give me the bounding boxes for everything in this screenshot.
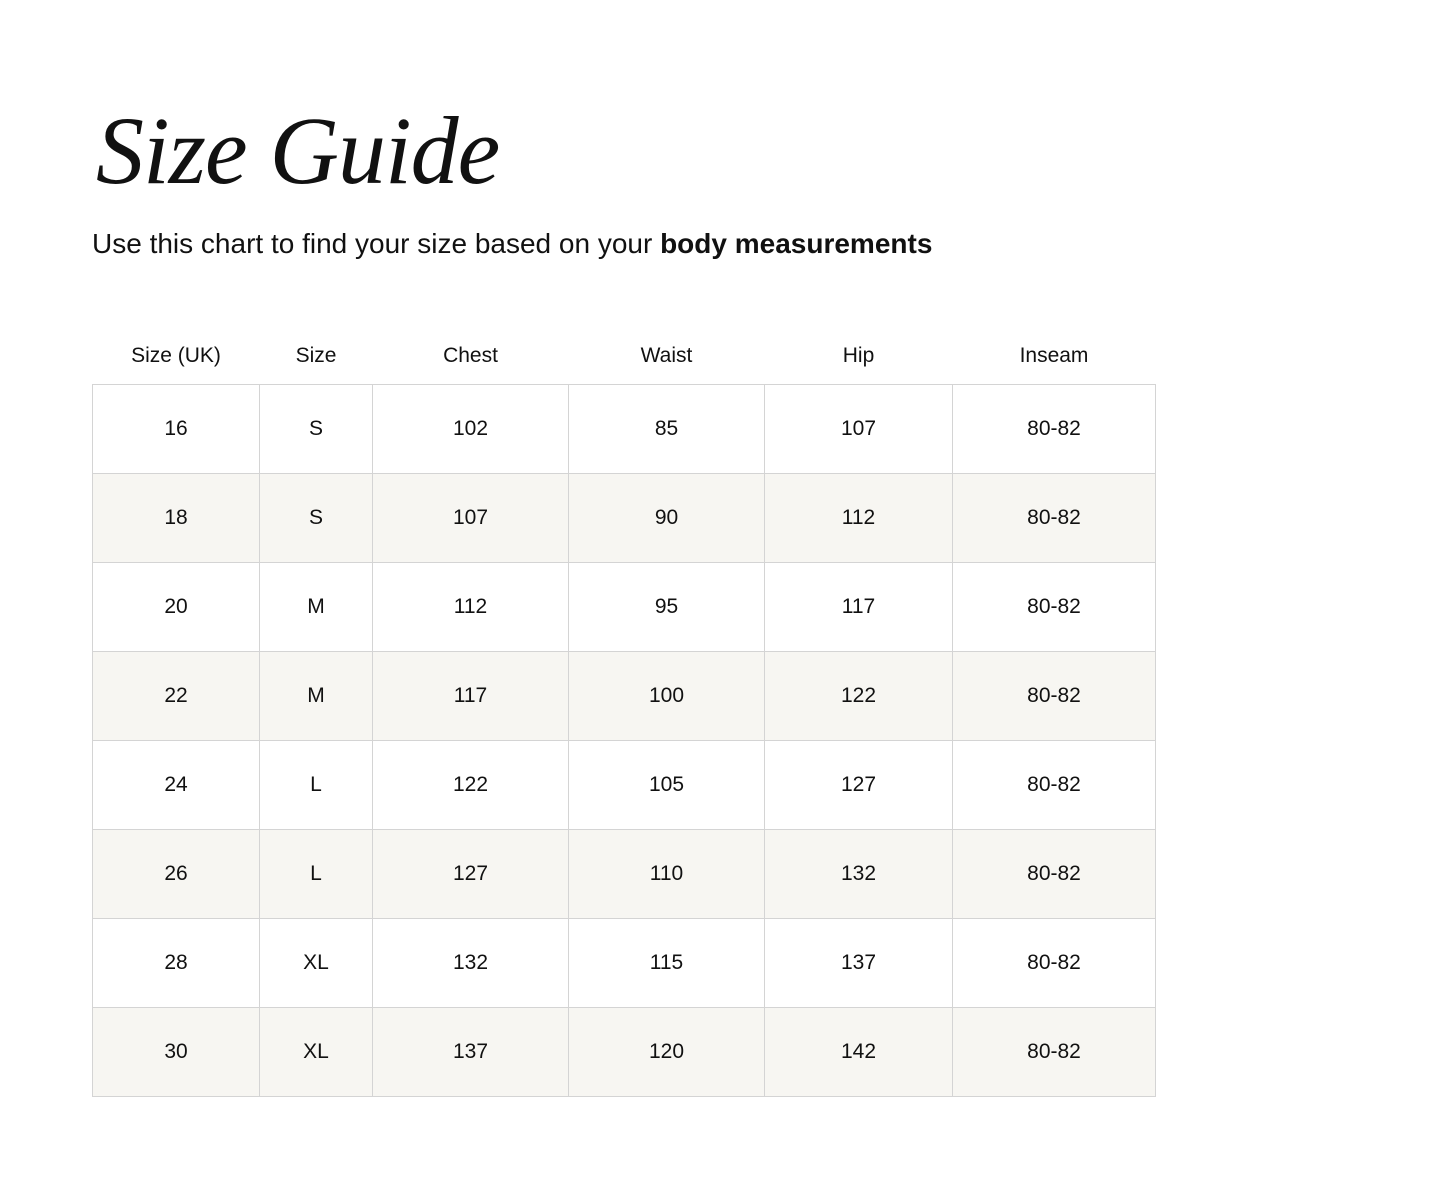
cell-hip: 127 [765,741,953,830]
table-row [93,474,1156,563]
cell-size-uk: 24 [93,741,260,830]
cell-waist: 90 [569,474,765,563]
header-inseam: Inseam [953,328,1156,385]
cell-inseam: 80-82 [953,563,1156,652]
cell-waist: 95 [569,563,765,652]
cell-size: M [260,652,373,741]
cell-chest: 127 [373,830,569,919]
cell-waist: 85 [569,385,765,474]
cell-inseam: 80-82 [953,919,1156,1008]
table-row [93,919,1156,1008]
cell-size: L [260,830,373,919]
header-size-uk: Size (UK) [93,328,260,385]
header-hip: Hip [765,328,953,385]
table-row [93,1008,1156,1097]
table-header-row [93,328,1156,385]
cell-size-uk: 28 [93,919,260,1008]
cell-hip: 112 [765,474,953,563]
cell-size-uk: 18 [93,474,260,563]
cell-chest: 112 [373,563,569,652]
subtitle-emphasis: body measurements [660,228,933,259]
table-row [93,563,1156,652]
page-subtitle [92,226,932,262]
cell-size: S [260,474,373,563]
cell-hip: 107 [765,385,953,474]
header-waist: Waist [569,328,765,385]
cell-hip: 122 [765,652,953,741]
cell-hip: 142 [765,1008,953,1097]
cell-size-uk: 26 [93,830,260,919]
cell-size: L [260,741,373,830]
cell-hip: 117 [765,563,953,652]
header-chest: Chest [373,328,569,385]
cell-waist: 120 [569,1008,765,1097]
cell-inseam: 80-82 [953,830,1156,919]
cell-inseam: 80-82 [953,741,1156,830]
cell-chest: 102 [373,385,569,474]
table-row [93,385,1156,474]
cell-size: XL [260,1008,373,1097]
cell-size: S [260,385,373,474]
cell-size-uk: 22 [93,652,260,741]
cell-size-uk: 30 [93,1008,260,1097]
cell-size: M [260,563,373,652]
cell-inseam: 80-82 [953,1008,1156,1097]
cell-chest: 132 [373,919,569,1008]
cell-hip: 132 [765,830,953,919]
table-row [93,830,1156,919]
cell-chest: 122 [373,741,569,830]
cell-chest: 137 [373,1008,569,1097]
cell-inseam: 80-82 [953,652,1156,741]
cell-size: XL [260,919,373,1008]
cell-chest: 117 [373,652,569,741]
cell-waist: 110 [569,830,765,919]
cell-waist: 105 [569,741,765,830]
cell-size-uk: 20 [93,563,260,652]
cell-inseam: 80-82 [953,385,1156,474]
cell-inseam: 80-82 [953,474,1156,563]
cell-hip: 137 [765,919,953,1008]
table-row [93,652,1156,741]
table-row [93,741,1156,830]
cell-waist: 100 [569,652,765,741]
cell-waist: 115 [569,919,765,1008]
page-title: Size Guide [96,97,500,204]
subtitle-text: Use this chart to find your size based on your [92,228,661,259]
size-chart-table [92,328,1156,1097]
header-size: Size [260,328,373,385]
cell-chest: 107 [373,474,569,563]
cell-size-uk: 16 [93,385,260,474]
